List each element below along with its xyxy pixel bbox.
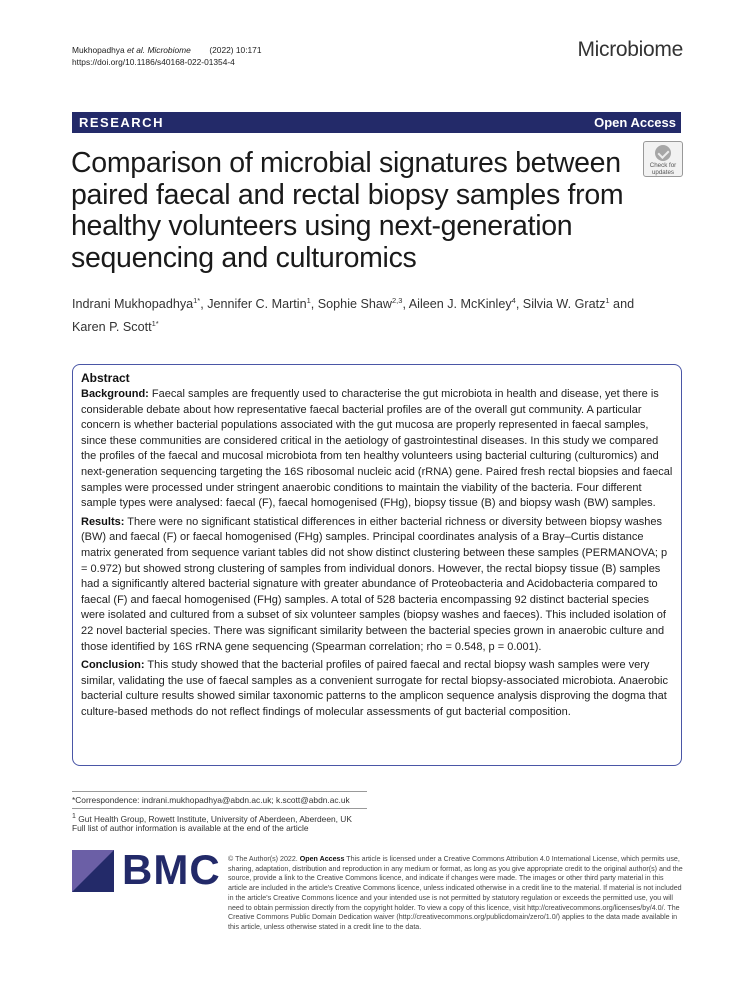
check-icon: [655, 145, 671, 161]
affiliation-note: $^1$ Gut Health Group, Rowett Institute, University of Aberdeen, Aberdeen, UK: [72, 813, 352, 824]
running-header: [72, 44, 262, 68]
bmc-logo-text: BMC: [122, 846, 221, 893]
badge-line-2: updates: [651, 169, 675, 176]
section-bar: [72, 112, 681, 133]
abstract-box: [72, 364, 682, 766]
doi-link[interactable]: https://doi.org/10.1186/s40168-022-01354-4: [72, 57, 235, 67]
abstract-results: Results: There were no significant statistical differences in either bacterial richness or diversity between biopsy washes (BW) and faecal (F) or faecal homogenised (FHg) samples. Principal coordinates analysis of a Bray–Curtis distance matrix generated from sequence variant tables did not show distinct clustering between these samples (PERMANOVA; p = 0.972) but showed strong clustering of samples from individual donors. However, the rectal biopsy tissue (B) samples had a significantly altered bacterial signature with greater abundance of Proteobacteria and Acidobacteria compared to faecal (F) and faecal homogenised (FHg) samples. A total of 528 bacteria encompassing 92 distinct bacterial species were isolated and cultured from a subset of six volunteer samples (biopsy washes and faeces). This included isolation of 22 novel bacterial species. There was significant similarity between the bacterial species grown in anaerobic culture and those identified by 16S rRNA gene sequencing (Spearman correlation; rho = 0.548, p = 0.001).: [81, 515, 668, 653]
bmc-logo-mark-icon: [72, 850, 114, 892]
footnote-divider: [72, 808, 367, 809]
correspondence-note: *Correspondence: indrani.mukhopadhya@abdn.ac.uk; k.scott@abdn.ac.uk: [72, 795, 350, 805]
author-affil-sup: 1*: [193, 296, 201, 305]
author-name[interactable]: , Jennifer C. Martin: [200, 297, 307, 312]
abstract-heading: Abstract: [81, 371, 130, 385]
author-affil-sup: 1*: [151, 319, 159, 329]
badge-line-1: Check for: [649, 162, 677, 169]
section-label: RESEARCH: [79, 115, 164, 130]
author-info-note: Full list of author information is available at the end of the article: [72, 823, 309, 833]
author-affil-sup: 4: [511, 296, 516, 305]
journal-name: Microbiome: [577, 38, 683, 61]
author-name[interactable]: , Sophie Shaw: [310, 297, 392, 312]
citation-line: Mukhopadhya et al. Microbiome (2022) 10:171: [72, 45, 262, 55]
abstract-conclusion: Conclusion: This study showed that the bacterial profiles of paired faecal and rectal biopsy wash samples were very similar, validating the use of faecal samples as a convenient surrogate for rectal biopsy-associated microbiota. Anaerobic bacterial culture results showed similar taxonomic patterns to the amplicon sequence analysis disproving the dogma that culture-based methods do not reflect findings of molecular assessments of gut bacterial composition.: [81, 659, 668, 718]
article-title: Comparison of microbial signatures between paired faecal and rectal biopsy samples from healthy volunteers using next-generation sequencing and culturomics: [71, 147, 624, 274]
author-affil-sup: 1: [605, 296, 610, 305]
open-access-label: Open Access: [584, 112, 681, 133]
author-name[interactable]: Karen P. Scott: [72, 320, 152, 335]
footnote-divider: [72, 791, 367, 792]
author-name[interactable]: , Silvia W. Gratz: [515, 297, 606, 312]
author-name[interactable]: , Aileen J. McKinley: [402, 297, 512, 312]
author-affil-sup: 1: [306, 296, 311, 305]
author-name[interactable]: Indrani Mukhopadhya: [72, 297, 194, 312]
abstract-background: Background: Faecal samples are frequently used to characterise the gut microbiota in health and disease, yet there is considerable debate about how representative faecal bacterial profiles are of the overall gut community. A particular concern is whether bacterial populations associated with the gut mucosa are properly represented in faecal samples, since these communities are considered critical in the aetiology of gastrointestinal diseases. In this study we compared the profiles of the faecal and mucosal microbiota from ten healthy volunteers using bacterial culturing (culturomics) and next-generation sequencing targeting the 16S ribosomal nucleic acid (rRNA) gene. Paired fresh rectal biopsies and faecal samples were processed under stringent anaerobic conditions to maintain the viability of the bacteria. Four different sample types were analysed: faecal (F), faecal homogenised (FHg), biopsy tissue (B) and biopsy wash (BW) samples.: [81, 388, 673, 510]
bmc-logo: [72, 846, 221, 894]
author-affil-sup: 2,3: [392, 296, 403, 305]
license-text: © The Author(s) 2022. Open Access This article is licensed under a Creative Commons Attribution 4.0 International License, which permits use, sharing, adaptation, distribution and reproduction in any medium or format, as long as you give appropriate credit to the original author(s) and the source, provide a link to the Creative Commons licence, and indicate if changes were made. The images or other third party material in this article are included in the article's Creative Commons licence, unless indicated otherwise in a credit line to the material. If material is not included in the article's Creative Commons licence and your intended use is not permitted by statutory regulation or exceeds the permitted use, you will need to obtain permission directly from the copyright holder. To view a copy of this licence, visit http://creativecommons.org/licenses/by/4.0/. The Creative Commons Public Domain Dedication waiver (http://creativecommons.org/publicdomain/zero/1.0/) applies to the data made available in this article, unless otherwise stated in a credit line to the data.: [228, 855, 683, 931]
author-list: [72, 291, 672, 337]
check-for-updates-badge[interactable]: [643, 141, 683, 177]
author-conjunction: and: [609, 297, 635, 312]
